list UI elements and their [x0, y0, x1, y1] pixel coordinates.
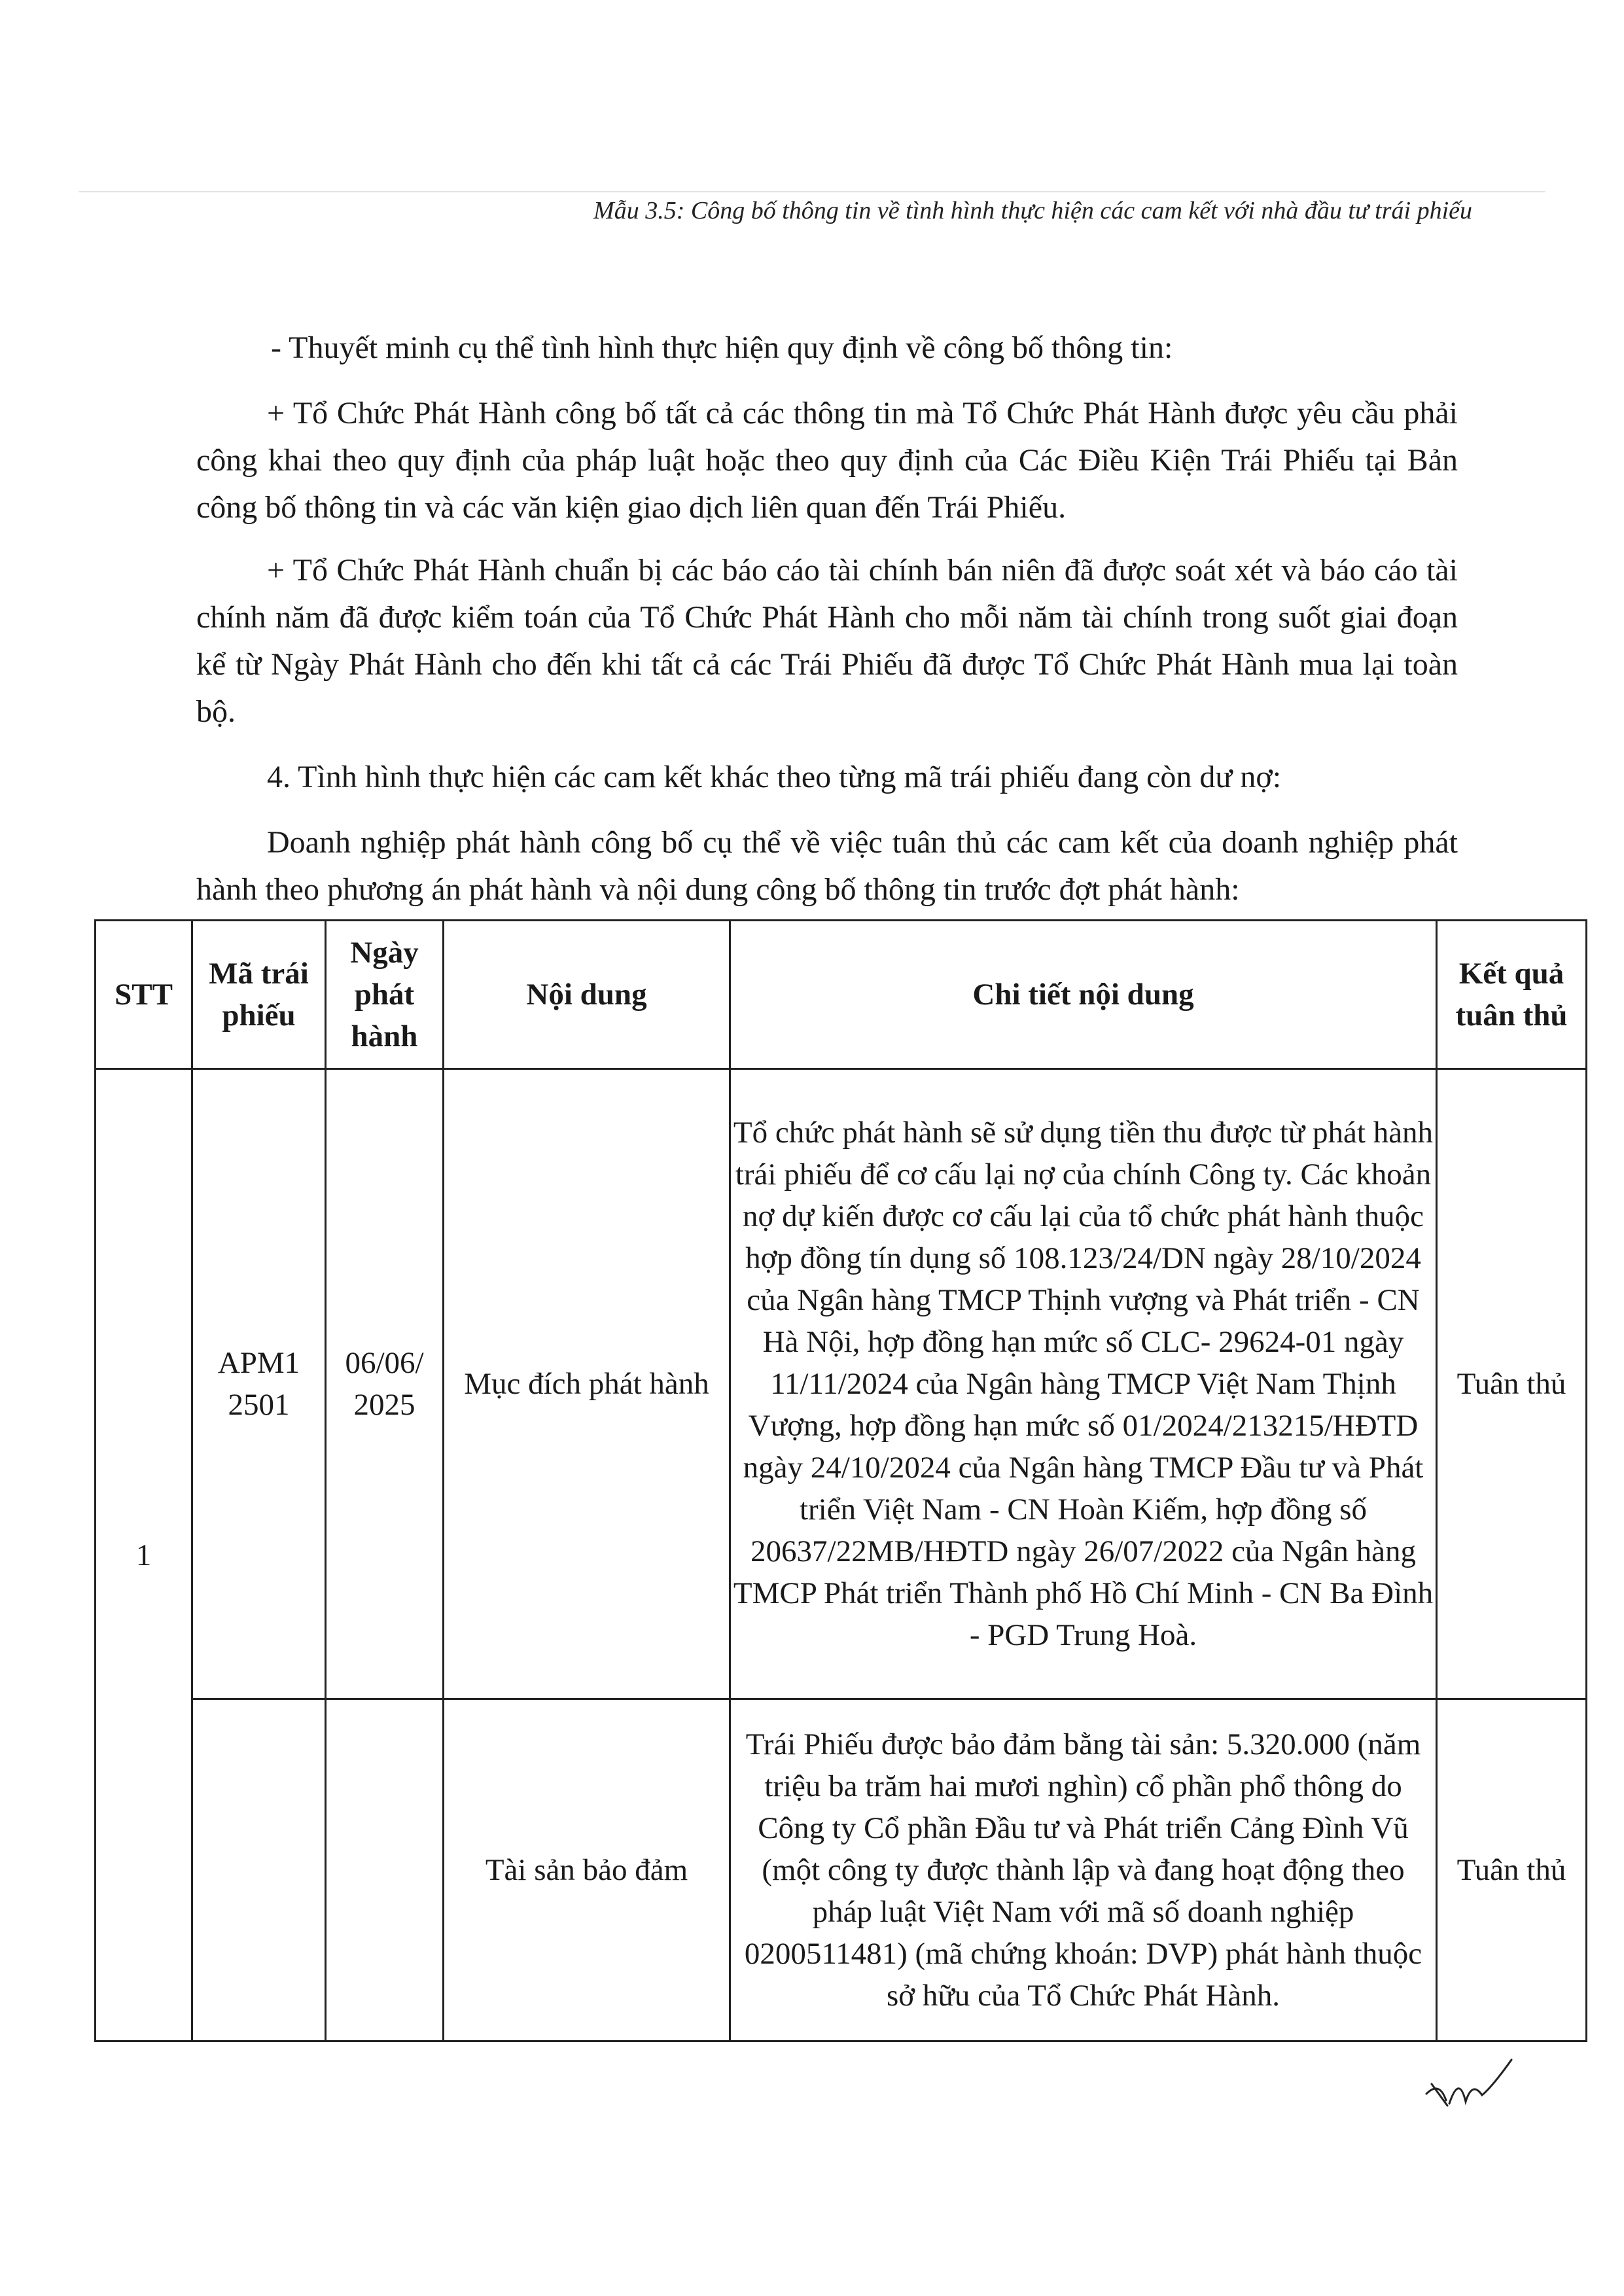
disclosure-paragraph-1: + Tổ Chức Phát Hành công bố tất cả các thông tin mà Tổ Chức Phát Hành được yêu cầu phải công khai theo quy định của pháp luật hoặc theo quy định của Các Điều Kiện Trái Phiếu tại Bản công bố thông tin và các văn kiện giao dịch liên quan đến Trái Phiếu.	[196, 396, 1458, 525]
bond-code-cell	[192, 1069, 326, 1699]
table-header-row	[96, 921, 1587, 1069]
initials-signature	[1420, 2055, 1518, 2113]
issue-date-cell-continued	[326, 1699, 444, 2041]
header-rule	[79, 191, 1545, 192]
header-content: Nội dung	[444, 921, 730, 1069]
commitments-table	[94, 919, 1587, 2042]
result-cell: Tuân thủ	[1437, 1699, 1587, 2041]
header-detail: Chi tiết nội dung	[730, 921, 1437, 1069]
content-cell: Tài sản bảo đảm	[444, 1699, 730, 2041]
table-row	[96, 1699, 1587, 2041]
bond-code-line: APM1	[217, 1346, 300, 1380]
section-4-heading: 4. Tình hình thực hiện các cam kết khác theo từng mã trái phiếu đang còn dư nợ:	[267, 760, 1282, 794]
body-section	[196, 325, 1458, 913]
disclosure-paragraph-2: + Tổ Chức Phát Hành chuẩn bị các báo cáo tài chính bán niên đã được soát xét và báo cáo tài chính năm đã được kiểm toán của Tổ Chức Phát Hành cho mỗi năm tài chính trong suốt giai đoạn kể từ Ngày Phát Hành cho đến khi tất cả các Trái Phiếu đã được Tổ Chức Phát Hành mua lại toàn bộ.	[196, 553, 1458, 729]
bond-code-line: 2501	[228, 1388, 290, 1422]
bond-code-cell-continued	[192, 1699, 326, 2041]
disclosure-heading: - Thuyết minh cụ thể tình hình thực hiện quy định về công bố thông tin:	[271, 330, 1173, 365]
stt-cell: 1	[96, 1069, 192, 2041]
issue-date-line: 06/06/	[345, 1346, 424, 1380]
header-result: Kết quả tuân thủ	[1437, 921, 1587, 1069]
section-4-intro: Doanh nghiệp phát hành công bố cụ thể về việc tuân thủ các cam kết của doanh nghiệp phát hành theo phương án phát hành và nội dung công bố thông tin trước đợt phát hành:	[196, 825, 1458, 907]
header-issue-date: Ngày phát hành	[326, 921, 444, 1069]
detail-cell: Tổ chức phát hành sẽ sử dụng tiền thu được từ phát hành trái phiếu để cơ cấu lại nợ của chính Công ty. Các khoản nợ dự kiến được cơ cấu lại của tổ chức phát hành thuộc hợp đồng tín dụng số 108.123/24/DN ngày 28/10/2024 của Ngân hàng TMCP Thịnh vượng và Phát triển - CN Hà Nội, hợp đồng hạn mức số CLC- 29624-01 ngày 11/11/2024 của Ngân hàng TMCP Việt Nam Thịnh Vượng, hợp đồng hạn mức số 01/2024/213215/HĐTD ngày 24/10/2024 của Ngân hàng TMCP Đầu tư và Phát triển Việt Nam - CN Hoàn Kiếm, hợp đồng số 20637/22MB/HĐTD ngày 26/07/2022 của Ngân hàng TMCP Phát triển Thành phố Hồ Chí Minh - CN Ba Đình - PGD Trung Hoà.	[730, 1069, 1437, 1699]
template-title: Mẫu 3.5: Công bố thông tin về tình hình thực hiện các cam kết với nhà đầu tư trái phiếu	[593, 197, 1472, 224]
header-stt: STT	[96, 921, 192, 1069]
table-row	[96, 1069, 1587, 1699]
content-cell: Mục đích phát hành	[444, 1069, 730, 1699]
result-cell: Tuân thủ	[1437, 1069, 1587, 1699]
issue-date-line: 2025	[353, 1388, 415, 1422]
issue-date-cell	[326, 1069, 444, 1699]
header-bond-code: Mã trái phiếu	[192, 921, 326, 1069]
detail-cell: Trái Phiếu được bảo đảm bằng tài sản: 5.320.000 (năm triệu ba trăm hai mươi nghìn) cổ phần phổ thông do Công ty Cổ phần Đầu tư và Phát triển Cảng Đình Vũ (một công ty được thành lập và đang hoạt động theo pháp luật Việt Nam với mã số doanh nghiệp 0200511481) (mã chứng khoán: DVP) phát hành thuộc sở hữu của Tổ Chức Phát Hành.	[730, 1699, 1437, 2041]
